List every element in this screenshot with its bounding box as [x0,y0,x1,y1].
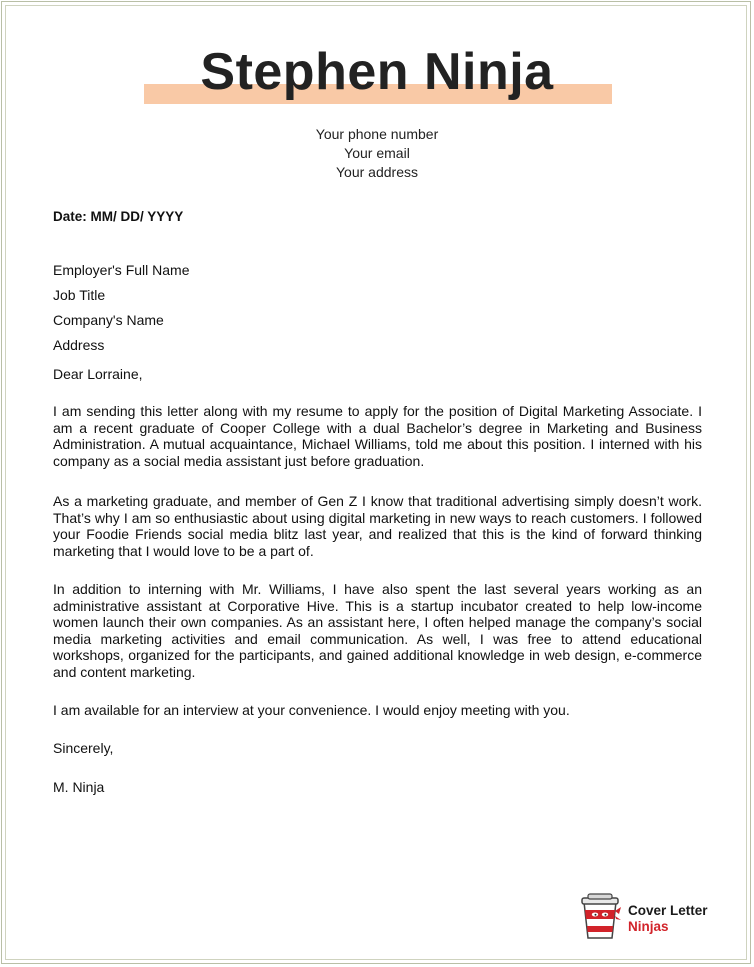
employer-block [53,258,190,358]
body-paragraph-4: I am available for an interview at your convenience. I would enjoy meeting with you. [53,702,570,718]
brand-logo [578,892,728,942]
logo-line-1: Cover Letter [628,903,708,918]
contact-address: Your address [336,164,418,180]
signer-name: M. Ninja [53,779,105,795]
applicant-name: Stephen Ninja [200,43,554,101]
employer-address: Address [53,337,105,353]
employer-company: Company's Name [53,312,164,328]
contact-phone: Your phone number [315,126,439,142]
body-paragraph-2: As a marketing graduate, and member of Gen Z I know that traditional advertising simply doesn’t work. That’s why I am so enthusiastic about using digital marketing in new ways to reach customers. I followed your Foodie Friends social media blitz last year, and realized that this is the kind of forward thinking marketing that I would love to be a part of. [53,493,702,559]
body-paragraph-3: In addition to interning with Mr. Williams, I have also spent the last several years working as an administrative assistant at Corporative Hive. This is a startup incubator created to help low-income women launch their own companies. As an assistant here, I often helped manage the company’s social media marketing activities and email communication. As well, I was free to attend educational workshops, organized for the participants, and gained additional knowledge in web design, e-commerce and content marketing. [53,581,702,680]
body-paragraph-1: I am sending this letter along with my resume to apply for the position of Digital Marketing Associate. I am a recent graduate of Cooper College with a dual Bachelor’s degree in Marketing and Business Administration. A mutual acquaintance, Michael Williams, told me about this position. I interned with his company as a social media assistant just before graduation. [53,403,702,469]
ninja-logo-icon [578,892,622,942]
contact-block [0,125,754,182]
salutation: Dear Lorraine, [53,366,143,382]
employer-job-title: Job Title [53,287,106,303]
logo-text [628,903,708,935]
letter-date: Date: MM/ DD/ YYYY [53,209,184,224]
logo-line-2: Ninjas [628,919,669,934]
closing: Sincerely, [53,740,114,756]
name-header [0,40,754,110]
contact-email: Your email [344,145,410,161]
employer-full-name: Employer's Full Name [53,262,190,278]
